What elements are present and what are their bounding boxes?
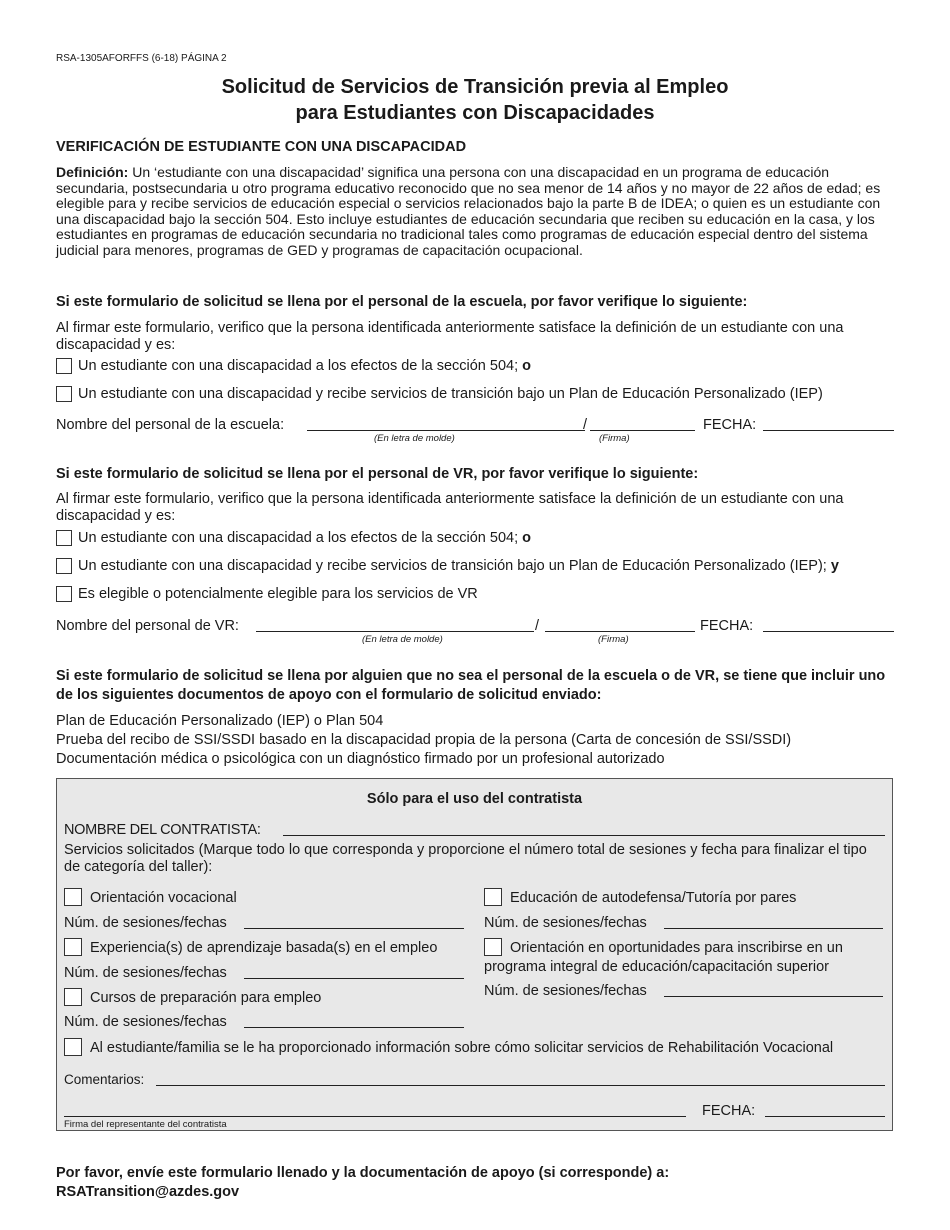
submission-email[interactable]: RSATransition@azdes.gov bbox=[56, 1184, 240, 1200]
school-iep-checkbox[interactable] bbox=[56, 386, 72, 402]
vr-iep-checkbox[interactable] bbox=[56, 558, 72, 574]
service-postsec-row[interactable] bbox=[484, 938, 843, 956]
vr-sig-hint: (Firma) bbox=[598, 634, 629, 645]
vr-option-504[interactable] bbox=[56, 528, 531, 548]
vr-504-checkbox[interactable] bbox=[56, 530, 72, 546]
school-intro: Al firmar este formulario, verifico que la persona identificada anteriormente satisface la definición de un estudiante con una discapacidad y es: bbox=[56, 320, 844, 353]
service-work-exp-row[interactable] bbox=[64, 938, 437, 956]
contractor-sig-caption: Firma del representante del contratista bbox=[64, 1119, 227, 1130]
info-provided-row[interactable] bbox=[64, 1038, 833, 1056]
school-slash: / bbox=[583, 417, 588, 433]
info-provided-label: Al estudiante/familia se le ha proporcionado información sobre cómo solicitar servicios de Rehabilitación Vocacional bbox=[90, 1040, 834, 1056]
contractor-signature-line[interactable] bbox=[64, 1116, 686, 1117]
vr-staff-name-label: Nombre del personal de VR: bbox=[56, 618, 239, 634]
services-instructions: Servicios solicitados (Marque todo lo que corresponda y proporcione el número total de sesiones y fecha para finalizar el tipo de categoría del taller): bbox=[64, 842, 867, 875]
service-vocational-label: Orientación vocacional bbox=[90, 890, 237, 906]
school-date-label: FECHA: bbox=[703, 417, 757, 433]
service-postsec-label1: Orientación en oportunidades para inscribirse en un bbox=[510, 940, 843, 956]
form-code: RSA-1305AFORFFS (6-18) PÁGINA 2 bbox=[56, 53, 227, 64]
vr-iep-label: Un estudiante con una discapacidad y recibe servicios de transición bajo un Plan de Educación Personalizado (IEP); bbox=[78, 558, 831, 574]
selfadv-sessions-line[interactable] bbox=[664, 928, 883, 929]
vocational-sessions-label: Núm. de sesiones/fechas bbox=[64, 915, 227, 931]
work-exp-sessions-label: Núm. de sesiones/fechas bbox=[64, 965, 227, 981]
service-postsec-label2: programa integral de educación/capacitación superior bbox=[484, 959, 829, 975]
school-504-label: Un estudiante con una discapacidad a los efectos de la sección 504; bbox=[78, 358, 523, 374]
vr-iep-conj: y bbox=[830, 558, 839, 574]
school-option-iep[interactable] bbox=[56, 384, 823, 404]
service-work-exp-label: Experiencia(s) de aprendizaje basada(s) en el empleo bbox=[90, 940, 438, 956]
vr-section-heading: Si este formulario de solicitud se llena por el personal de VR, por favor verifique lo siguiente: bbox=[56, 466, 699, 482]
school-date-line[interactable] bbox=[763, 430, 894, 431]
vr-504-label: Un estudiante con una discapacidad a los efectos de la sección 504; bbox=[78, 530, 523, 546]
vr-staff-signature-line[interactable] bbox=[545, 631, 695, 632]
service-selfadv-label: Educación de autodefensa/Tutoría por pares bbox=[510, 890, 797, 906]
service-prep-checkbox[interactable] bbox=[64, 988, 82, 1006]
doc-iep-504: Plan de Educación Personalizado (IEP) o Plan 504 bbox=[56, 713, 384, 729]
submission-text: Por favor, envíe este formulario llenado y la documentación de apoyo (si corresponde) a: bbox=[56, 1165, 670, 1181]
verification-heading: VERIFICACIÓN DE ESTUDIANTE CON UNA DISCAPACIDAD bbox=[56, 139, 467, 155]
contractor-name-line[interactable] bbox=[283, 835, 885, 836]
school-section-heading: Si este formulario de solicitud se llena por el personal de la escuela, por favor verifique lo siguiente: bbox=[56, 294, 748, 310]
vr-option-iep[interactable] bbox=[56, 556, 839, 576]
school-504-checkbox[interactable] bbox=[56, 358, 72, 374]
vr-eligible-checkbox[interactable] bbox=[56, 586, 72, 602]
vr-slash: / bbox=[535, 618, 540, 634]
school-option-504[interactable] bbox=[56, 356, 531, 376]
school-iep-label: Un estudiante con una discapacidad y recibe servicios de transición bajo un Plan de Educación Personalizado (IEP) bbox=[78, 386, 823, 402]
vr-eligible-label: Es elegible o potencialmente elegible para los servicios de VR bbox=[78, 586, 478, 602]
selfadv-sessions-label: Núm. de sesiones/fechas bbox=[484, 915, 647, 931]
vocational-sessions-line[interactable] bbox=[244, 928, 464, 929]
contractor-name-label: NOMBRE DEL CONTRATISTA: bbox=[64, 822, 261, 838]
page-title-line2: para Estudiantes con Discapacidades bbox=[295, 102, 655, 124]
contractor-date-line[interactable] bbox=[765, 1116, 885, 1117]
contractor-date-label: FECHA: bbox=[702, 1103, 756, 1119]
postsec-sessions-label: Núm. de sesiones/fechas bbox=[484, 983, 647, 999]
definition-paragraph bbox=[56, 165, 891, 258]
postsec-sessions-line[interactable] bbox=[664, 996, 883, 997]
other-section-heading: Si este formulario de solicitud se llena por alguien que no sea el personal de la escuela o de VR, se tiene que incluir uno de los siguientes documentos de apoyo con el formulario de solicitud enviado: bbox=[56, 668, 886, 703]
vr-print-hint: (En letra de molde) bbox=[362, 634, 443, 645]
service-prep-label: Cursos de preparación para empleo bbox=[90, 990, 322, 1006]
service-prep-row[interactable] bbox=[64, 988, 321, 1006]
service-vocational-row[interactable] bbox=[64, 888, 237, 906]
vr-504-conj: o bbox=[522, 530, 532, 546]
comments-line[interactable] bbox=[156, 1085, 885, 1086]
prep-sessions-label: Núm. de sesiones/fechas bbox=[64, 1014, 227, 1030]
school-staff-name-label: Nombre del personal de la escuela: bbox=[56, 417, 285, 433]
service-work-exp-checkbox[interactable] bbox=[64, 938, 82, 956]
work-exp-sessions-line[interactable] bbox=[244, 978, 464, 979]
page-title-line1: Solicitud de Servicios de Transición previa al Empleo bbox=[221, 76, 729, 98]
vr-intro: Al firmar este formulario, verifico que la persona identificada anteriormente satisface la definición de un estudiante con una discapacidad y es: bbox=[56, 491, 844, 524]
school-504-conj: o bbox=[522, 358, 532, 374]
comments-label: Comentarios: bbox=[64, 1072, 145, 1087]
service-postsec-checkbox[interactable] bbox=[484, 938, 502, 956]
vr-staff-name-line[interactable] bbox=[256, 631, 534, 632]
info-provided-checkbox[interactable] bbox=[64, 1038, 82, 1056]
vr-date-label: FECHA: bbox=[700, 618, 754, 634]
school-print-hint: (En letra de molde) bbox=[374, 433, 455, 444]
definition-text: Un ‘estudiante con una discapacidad’ significa una persona con una discapacidad en un programa de educación secundaria, postsecundaria u otro programa educativo reconocido que no sea menor de 14 años y no mayor de 22 años de edad; es elegible para y recibe servicios de educación especial o servicios relacionados bajo la parte B de IDEA; o quien es un estudiante con una discapacidad bajo la sección 504. Esto incluye estudiantes de educación secundaria que reciben su educación en la casa, y los estudiantes en programas de educación secundaria no tradicional tales como programas de educación especial dentro del sistema judicial para menores, programas de GED y programas de capacitación ocupacional. bbox=[56, 164, 881, 258]
definition-label: Definición: bbox=[56, 164, 129, 180]
service-selfadv-row[interactable] bbox=[484, 888, 796, 906]
contractor-box-title: Sólo para el uso del contratista bbox=[366, 791, 583, 807]
prep-sessions-line[interactable] bbox=[244, 1027, 464, 1028]
service-selfadv-checkbox[interactable] bbox=[484, 888, 502, 906]
school-staff-signature-line[interactable] bbox=[590, 430, 695, 431]
service-vocational-checkbox[interactable] bbox=[64, 888, 82, 906]
vr-option-eligible[interactable] bbox=[56, 584, 478, 604]
doc-medical: Documentación médica o psicológica con un diagnóstico firmado por un profesional autorizado bbox=[56, 751, 665, 767]
vr-date-line[interactable] bbox=[763, 631, 894, 632]
school-staff-name-line[interactable] bbox=[307, 430, 585, 431]
doc-ssi-ssdi: Prueba del recibo de SSI/SSDI basado en la discapacidad propia de la persona (Carta de concesión de SSI/SSDI) bbox=[56, 732, 792, 748]
submission-instructions bbox=[56, 1164, 669, 1202]
school-sig-hint: (Firma) bbox=[599, 433, 630, 444]
